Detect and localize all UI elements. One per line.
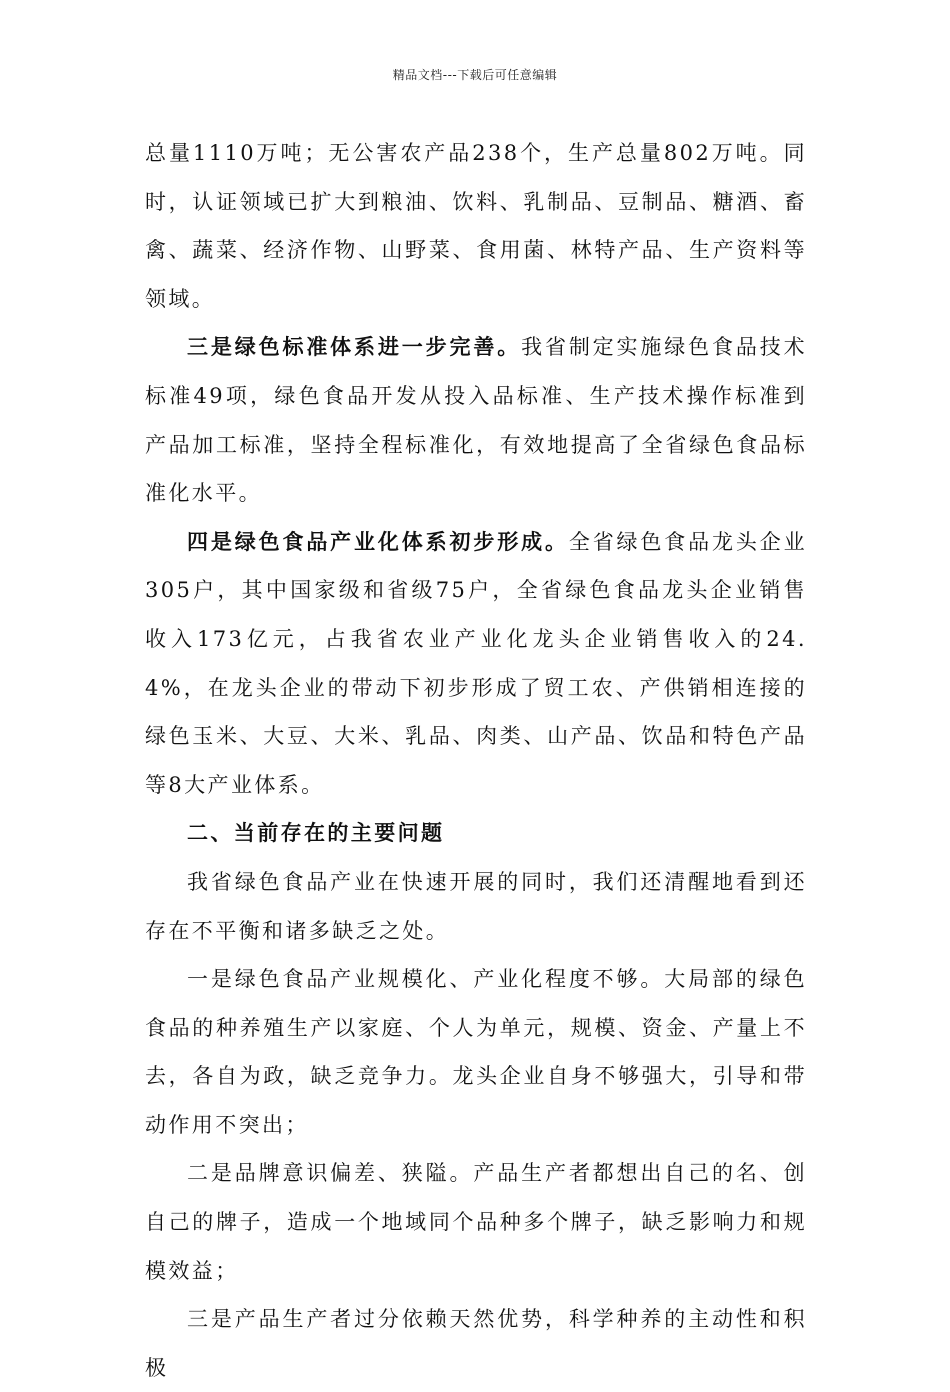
paragraph-lead: 四是绿色食品产业化体系初步形成。 bbox=[187, 529, 569, 554]
paragraph-problem-two bbox=[145, 1149, 807, 1295]
document-body bbox=[145, 129, 807, 1392]
paragraph-text: 一是绿色食品产业规模化、产业化程度不够。大局部的绿色食品的种养殖生产以家庭、个人为单元，规模、资金、产量上不去，各自为政，缺乏竞争力。龙头企业自身不够强大，引导和带动作用不突出； bbox=[145, 967, 807, 1137]
paragraph-text: 总量1110万吨；无公害农产品238个，生产总量802万吨。同时，认证领域已扩大到粮油、饮料、乳制品、豆制品、糖酒、畜禽、蔬菜、经济作物、山野菜、食用菌、林特产品、生产资料等领域。 bbox=[145, 141, 807, 311]
paragraph-text: 三是产品生产者过分依赖天然优势，科学种养的主动性和积极 bbox=[145, 1307, 807, 1380]
paragraph-problem-one bbox=[145, 955, 807, 1149]
paragraph-text: 我省制定实施绿色食品技术标准49项，绿色食品开发从投入品标准、生产技术操作标准到产品加工标准，坚持全程标准化，有效地提高了全省绿色食品标准化水平。 bbox=[145, 335, 807, 506]
paragraph-overview bbox=[145, 858, 807, 955]
paragraph-text: 二是品牌意识偏差、狭隘。产品生产者都想出自己的名、创自己的牌子，造成一个地域同个品种多个牌子，缺乏影响力和规模效益； bbox=[145, 1161, 807, 1283]
paragraph-industrialization bbox=[145, 518, 807, 810]
paragraph-text: 全省绿色食品龙头企业305户，其中国家级和省级75户，全省绿色食品龙头企业销售收入173亿元，占我省农业产业化龙头企业销售收入的24.4%，在龙头企业的带动下初步形成了贸工农、产供销相连接的绿色玉米、大豆、大米、乳品、肉类、山产品、饮品和特色产品等8大产业体系。 bbox=[145, 529, 808, 797]
paragraph-lead: 三是绿色标准体系进一步完善。 bbox=[187, 335, 522, 360]
paragraph-text: 我省绿色食品产业在快速开展的同时，我们还清醒地看到还存在不平衡和诸多缺乏之处。 bbox=[145, 869, 807, 943]
paragraph-standard-system bbox=[145, 323, 807, 517]
section-heading: 二、当前存在的主要问题 bbox=[187, 821, 445, 846]
paragraph-continuation bbox=[145, 129, 807, 323]
page-header: 精品文档---下载后可任意编辑 bbox=[392, 68, 558, 82]
